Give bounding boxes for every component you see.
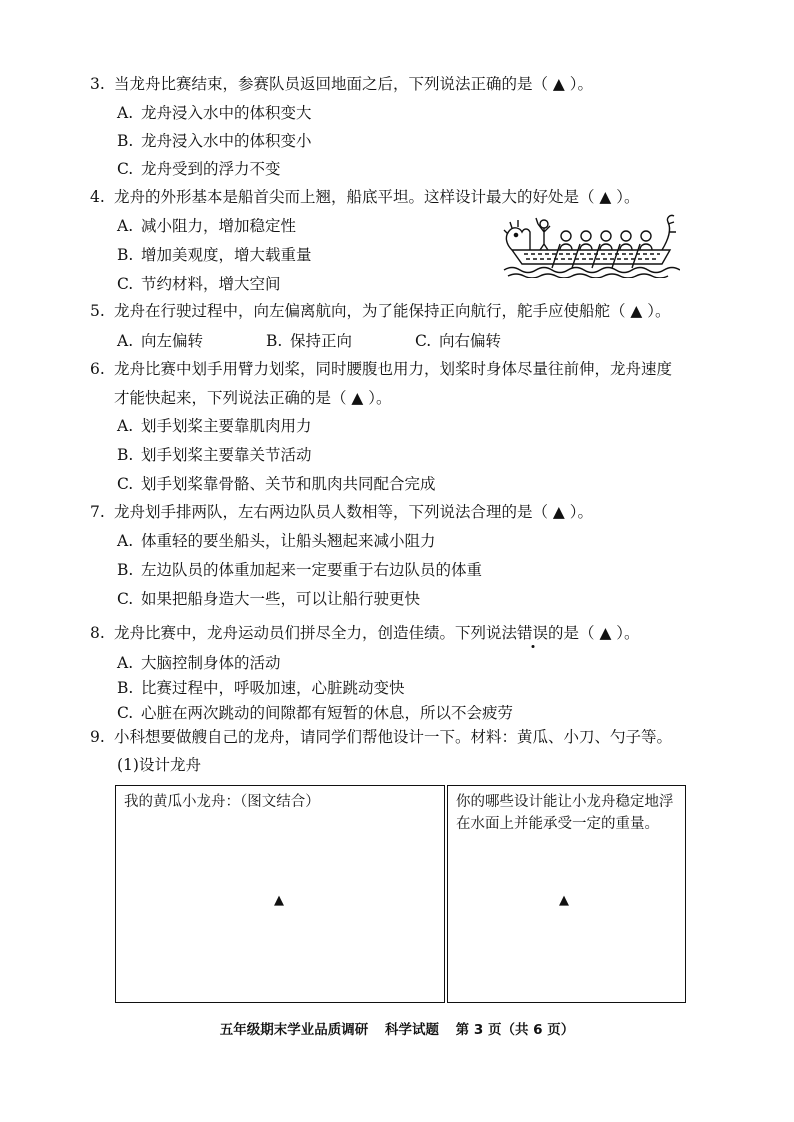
- q6-option-b: B. 划手划桨主要靠关节活动: [117, 446, 312, 464]
- question-8: 8. 龙舟比赛中，龙舟运动员们拼尽全力，创造佳绩。下列说法错误的是（ ▲ ）。: [90, 624, 640, 642]
- q6-option-c: C. 划手划桨靠骨骼、关节和肌肉共同配合完成: [117, 475, 436, 493]
- footer-subject: 科学试题: [384, 1022, 439, 1038]
- q5-option-b: B. 保持正向: [266, 332, 353, 350]
- footer-page-number: 第 3 页（共 6 页）: [455, 1022, 575, 1038]
- emphasis-word: 错误: [517, 624, 549, 642]
- answer-mark-right: ▲: [559, 893, 569, 908]
- question-9-sub: (1)设计龙舟: [117, 756, 201, 774]
- q3-option-a: A. 龙舟浸入水中的体积变大: [117, 104, 312, 122]
- q5-option-a: A. 向左偏转: [117, 332, 204, 350]
- q7-option-b: B. 左边队员的体重加起来一定要重于右边队员的体重: [117, 561, 483, 579]
- q4-option-c: C. 节约材料，增大空间: [117, 275, 281, 293]
- q6-option-a: A. 划手划桨主要靠肌肉用力: [117, 417, 312, 435]
- question-4: 4. 龙舟的外形基本是船首尖而上翘，船底平坦。这样设计最大的好处是（ ▲ ）。: [90, 188, 640, 206]
- question-7: 7. 龙舟划手排两队，左右两边队员人数相等，下列说法合理的是（ ▲ ）。: [90, 503, 594, 521]
- design-explanation-label-2: 在水面上并能承受一定的重量。: [456, 816, 659, 832]
- q3-option-b: B. 龙舟浸入水中的体积变小: [117, 132, 312, 150]
- question-9: 9. 小科想要做艘自己的龙舟，请同学们帮他设计一下。材料：黄瓜、小刀、勺子等。: [90, 728, 673, 746]
- q4-option-a: A. 减小阻力，增加稳定性: [117, 217, 297, 235]
- question-6: 6. 龙舟比赛中划手用臂力划桨，同时腰腹也用力，划桨时身体尽量往前伸，龙舟速度: [90, 360, 673, 378]
- question-6-cont: 才能快起来，下列说法正确的是（ ▲ ）。: [114, 389, 392, 407]
- q8-option-c: C. 心脏在两次跳动的间隙都有短暂的休息，所以不会疲劳: [117, 704, 514, 722]
- q8-option-a: A. 大脑控制身体的活动: [117, 654, 281, 672]
- dragon-boat-illustration: [502, 210, 680, 278]
- q5-option-c: C. 向右偏转: [415, 332, 502, 350]
- design-explanation-label-1: 你的哪些设计能让小龙舟稳定地浮: [456, 794, 674, 810]
- design-drawing-label: 我的黄瓜小龙舟：（图文结合）: [124, 794, 320, 810]
- q4-option-b: B. 增加美观度，增大载重量: [117, 246, 312, 264]
- answer-mark-left: ▲: [274, 893, 284, 908]
- q7-option-a: A. 体重轻的要坐船头，让船头翘起来减小阻力: [117, 532, 436, 550]
- q8-option-b: B. 比赛过程中，呼吸加速，心脏跳动变快: [117, 679, 405, 697]
- footer-exam: 五年级期末学业品质调研: [219, 1022, 369, 1038]
- q3-option-c: C. 龙舟受到的浮力不变: [117, 160, 281, 178]
- page-footer: [0, 1018, 794, 1038]
- q7-option-c: C. 如果把船身造大一些，可以让船行驶更快: [117, 590, 421, 608]
- question-5: 5. 龙舟在行驶过程中，向左偏离航向，为了能保持正向航行，舵手应使船舵（ ▲ ）。: [90, 302, 671, 320]
- question-3: 3. 当龙舟比赛结束，参赛队员返回地面之后，下列说法正确的是（ ▲ ）。: [90, 75, 594, 93]
